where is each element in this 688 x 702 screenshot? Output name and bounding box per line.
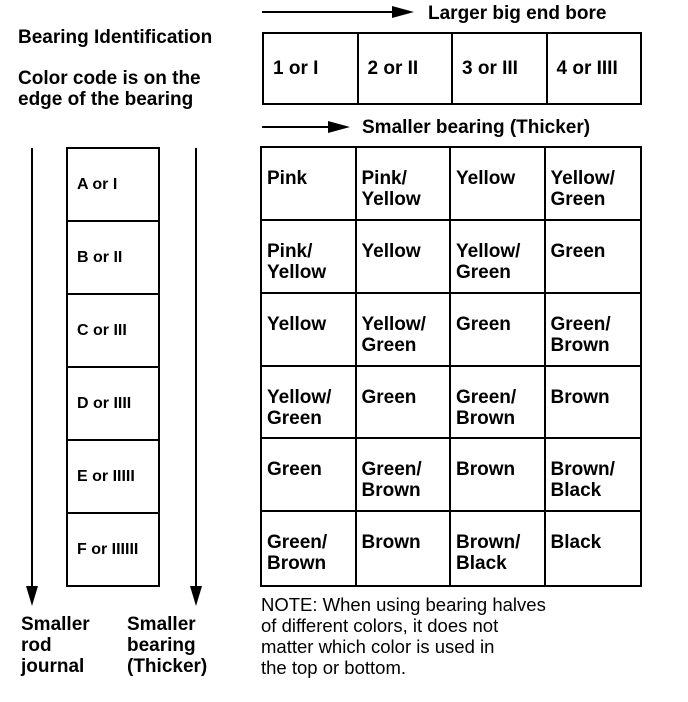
bore-code-cell: 1 or I [264,34,359,103]
label-line: journal [21,656,85,677]
color-code-cell [357,294,452,367]
page-title: Bearing Identification [18,27,213,48]
color-code-line: Black [550,480,602,502]
color-code-line: Green [550,240,606,262]
bore-code-table [262,32,642,105]
color-code-line: Pink [267,168,308,189]
color-code-line: Green [456,261,511,283]
color-code-line: Green [267,407,322,429]
note-text [261,594,641,678]
color-code-cell [357,148,452,221]
note-line: NOTE: When using bearing halves [261,594,546,615]
color-code-cell [262,294,357,367]
color-code-line: Green/ [267,532,328,554]
color-code-cell [262,148,357,221]
color-code-line: Yellow [361,240,421,262]
note-line: matter which color is used in [261,636,495,657]
color-code-line: Green/ [550,313,611,335]
color-code-line: Green [456,313,511,335]
label-line: (Thicker) [127,656,208,677]
color-code-line: Brown/ [456,532,521,554]
label-line: bearing [127,635,196,656]
color-code-cell [262,439,357,512]
color-code-cell [357,221,452,294]
rod-journal-down-arrow [26,148,38,606]
larger-bore-arrow [262,6,414,18]
color-code-line: Green/ [456,386,517,408]
smaller-bearing-arrow [262,121,350,133]
color-code-cell [262,512,357,585]
bearing-down-arrow [190,148,202,606]
label-line: Smaller [21,614,90,635]
color-code-line: Pink/ [267,240,313,262]
color-code-line: Green [267,459,322,481]
color-code-line: Green [361,386,417,408]
color-code-line: Brown [361,480,421,502]
color-code-cell [357,439,452,512]
color-code-line: Brown/ [550,459,615,481]
color-code-line: Green [361,334,417,356]
bore-code-cell: 3 or III [453,34,548,103]
color-code-cell [262,221,357,294]
color-code-line: Brown [550,386,610,408]
color-code-line: Brown [456,459,516,481]
color-code-line: Brown [456,407,516,429]
smaller-rod-journal-label [21,614,90,677]
bore-code-cell: 2 or II [359,34,454,103]
color-code-cell [451,512,546,585]
color-code-line: Brown [550,334,610,356]
larger-bore-label: Larger big end bore [428,3,607,24]
color-code-cell [357,512,452,585]
color-code-line: Black [456,553,507,575]
color-code-cell [451,294,546,367]
color-code-line: Yellow [361,189,421,210]
bore-code-cell: 4 or IIII [556,57,618,79]
color-code-line: Yellow/ [361,313,426,335]
color-code-line: Green/ [361,459,422,481]
color-code-line: Yellow/ [550,168,615,189]
journal-code-column [66,147,160,587]
label-line: rod [21,635,52,656]
color-code-cell [546,439,641,512]
color-code-cell [546,221,641,294]
note-line: of different colors, it does not [261,615,499,636]
color-code-line: Green [550,189,606,210]
label-line: Smaller [127,614,196,635]
smaller-bearing-thicker-label [127,614,207,677]
color-code-cell [546,148,641,221]
color-code-cell [451,148,546,221]
color-code-line: Pink/ [361,168,407,189]
color-code-line: Yellow [267,313,327,335]
color-code-cell [451,439,546,512]
color-code-cell [451,221,546,294]
journal-code-cell: E or IIIII [68,441,158,514]
color-code-line: Yellow [267,261,327,283]
note-line: the top or bottom. [261,657,407,678]
color-code-cell [546,294,641,367]
color-code-line: Black [550,532,602,554]
smaller-bearing-label: Smaller bearing (Thicker) [362,117,591,138]
color-code-line: Yellow [456,168,516,189]
journal-code-cell: A or I [68,149,158,222]
subtitle-line-1: Color code is on the [18,68,201,89]
color-code-line: Brown [267,553,327,575]
journal-code-cell: F or IIIIII [77,540,139,558]
color-code-cell [546,367,641,440]
subtitle-line-2: edge of the bearing [18,89,194,110]
journal-code-cell: D or IIII [68,368,158,441]
color-code-cell [546,512,641,585]
color-code-cell [451,367,546,440]
color-code-cell [262,367,357,440]
color-code-line: Brown [361,532,421,554]
color-code-line: Yellow/ [456,240,521,262]
journal-code-cell: C or III [68,295,158,368]
color-code-cell [357,367,452,440]
bearing-color-grid [260,146,642,587]
journal-code-cell: B or II [68,222,158,295]
color-code-line: Yellow/ [267,386,332,408]
